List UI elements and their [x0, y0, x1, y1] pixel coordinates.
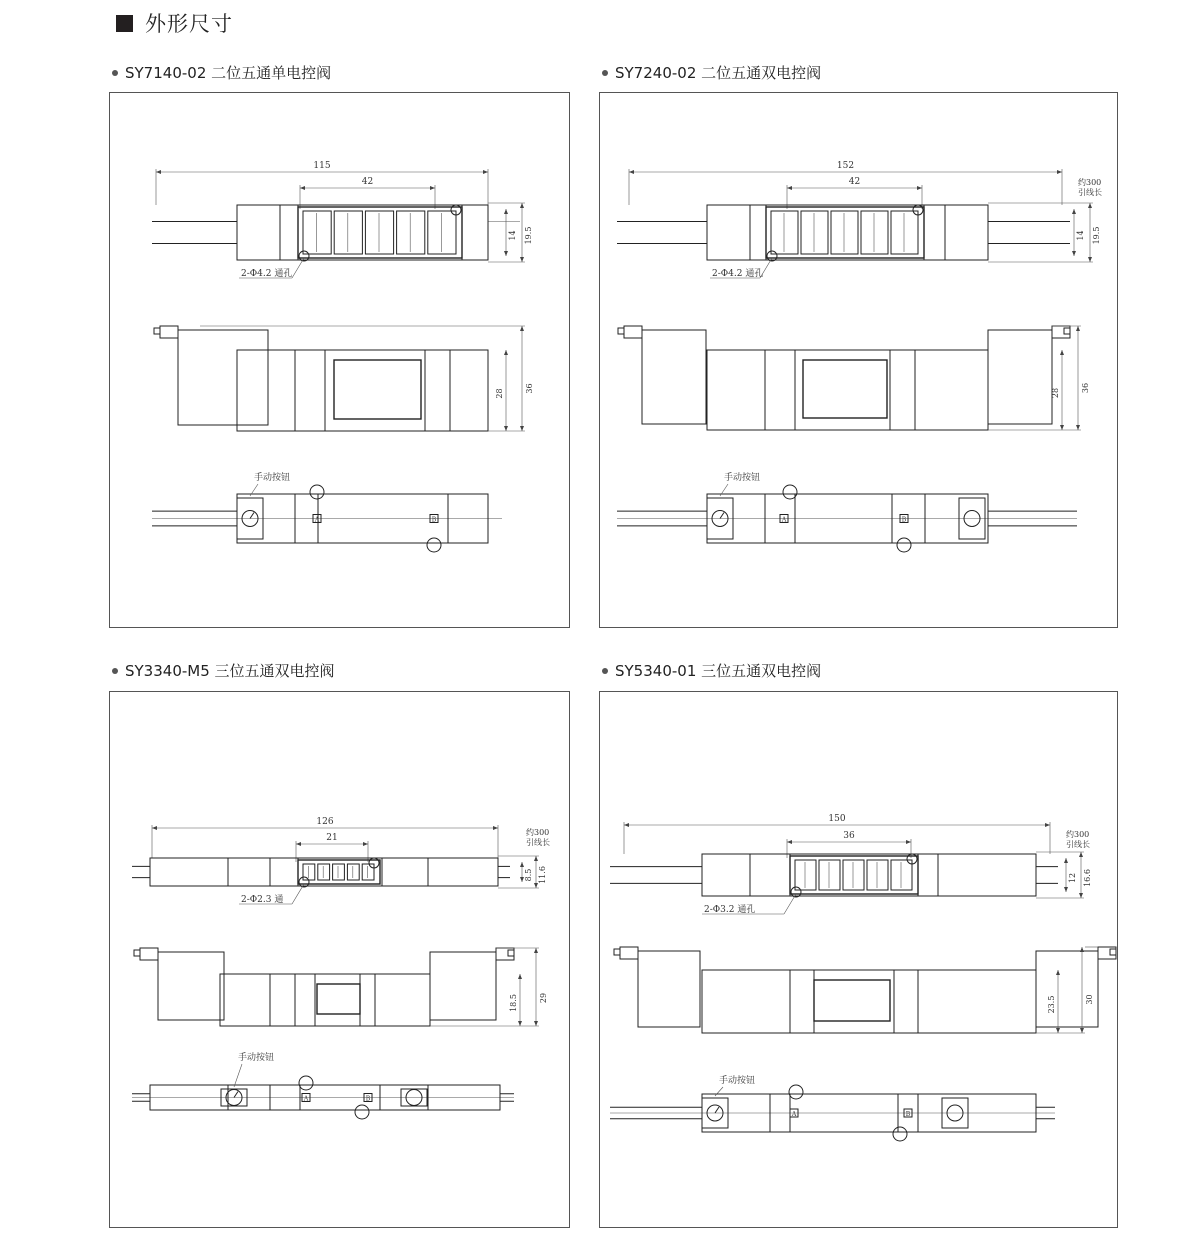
valve-title-4: SY5340-01 三位五通双电控阀 — [602, 660, 821, 681]
section-title: 外形尺寸 — [145, 12, 233, 36]
port-chamber — [303, 864, 315, 880]
button-slot — [720, 513, 724, 519]
connector-pin — [1064, 328, 1070, 334]
dimension-arrow — [520, 426, 524, 431]
height-dim-label: 19.5 — [524, 226, 533, 245]
pitch-label: 36 — [843, 831, 855, 841]
mounting-hole — [893, 1127, 907, 1141]
bullet-icon — [112, 668, 118, 674]
mounting-hole — [299, 1076, 313, 1090]
leader-line — [292, 884, 304, 904]
port-chamber — [861, 211, 888, 254]
dimension-arrow — [504, 209, 508, 214]
drawing-panel-sy3340 — [109, 691, 570, 1228]
dimension-arrow — [518, 1021, 522, 1026]
mounting-hole — [355, 1105, 369, 1119]
pitch-label: 42 — [361, 177, 374, 187]
connector-cap — [620, 947, 638, 959]
height-dim-label: 14 — [508, 230, 517, 241]
dimension-arrow — [1088, 203, 1092, 208]
valve-drawing — [110, 93, 569, 627]
solenoid-coil — [178, 330, 268, 425]
valve-body-side — [220, 974, 430, 1026]
dimension-arrow — [300, 186, 305, 190]
dimension-arrow — [1072, 209, 1076, 214]
solenoid-coil — [158, 952, 224, 1020]
connector-pin — [1110, 949, 1116, 955]
dimension-arrow — [787, 840, 792, 844]
dimension-arrow — [1080, 1028, 1084, 1033]
height-dim-label: 19.5 — [1092, 226, 1101, 245]
port-block — [766, 207, 924, 258]
side-height-label: 36 — [525, 383, 534, 394]
port-chamber — [795, 860, 816, 890]
port-chamber — [867, 860, 888, 890]
button-slot — [250, 513, 254, 519]
dimension-arrow — [534, 948, 538, 953]
mounting-hole — [789, 1085, 803, 1099]
height-dim-label: 11.6 — [538, 866, 547, 884]
port-chamber — [831, 211, 858, 254]
port-b-label: B — [905, 1111, 911, 1118]
port-b-label: B — [431, 516, 437, 524]
hole-callout-label: 2-Φ3.2 通孔 — [704, 905, 756, 915]
port-block — [790, 856, 918, 894]
solenoid-coil — [430, 952, 496, 1020]
dimension-arrow — [1088, 257, 1092, 262]
port-chamber — [333, 864, 345, 880]
connector-cap — [624, 326, 642, 338]
side-height-label: 36 — [1081, 382, 1090, 394]
drawing-panel-sy5340 — [599, 691, 1118, 1228]
hole-callout-label: 2-Φ4.2 通孔 — [241, 269, 293, 279]
dimension-arrow — [624, 823, 629, 827]
dimension-arrow — [1056, 970, 1060, 975]
dimension-arrow — [629, 170, 634, 174]
port-chamber — [843, 860, 864, 890]
port-chamber — [428, 211, 456, 254]
nameplate-window — [814, 980, 890, 1021]
port-chamber — [303, 211, 331, 254]
dimension-arrow — [504, 426, 508, 431]
height-dim-label: 16.6 — [1083, 869, 1092, 887]
connector-pin — [134, 950, 140, 956]
dimension-arrow — [1076, 425, 1080, 430]
bullet-icon — [602, 70, 608, 76]
mounting-hole — [310, 485, 324, 499]
mounting-hole — [427, 538, 441, 552]
nameplate-window — [803, 360, 887, 418]
port-chamber — [801, 211, 828, 254]
side-height-label: 23.5 — [1047, 995, 1056, 1014]
dimension-arrow — [917, 186, 922, 190]
dimension-arrow — [520, 862, 524, 867]
mounting-hole — [897, 538, 911, 552]
manual-button-label: 手动按钮 — [719, 1076, 756, 1086]
dimension-arrow — [156, 170, 161, 174]
header-square-icon — [116, 15, 133, 32]
height-dim-label: 14 — [1076, 230, 1085, 241]
valve-body-top — [150, 858, 498, 886]
port-b-label: B — [901, 516, 907, 524]
side-height-label: 30 — [1085, 994, 1094, 1005]
pitch-label: 42 — [848, 177, 861, 187]
hole-callout-label: 2-Φ4.2 通孔 — [712, 269, 764, 279]
dimension-arrow — [1057, 170, 1062, 174]
dimension-arrow — [1080, 947, 1084, 952]
port-a-label: A — [314, 516, 320, 524]
side-height-label: 28 — [1051, 387, 1060, 399]
port-chamber — [771, 211, 798, 254]
solenoid-coil — [988, 330, 1052, 424]
connector-pin — [508, 950, 514, 956]
port-chamber — [891, 211, 918, 254]
port-chamber — [347, 864, 359, 880]
height-dim-label: 8.5 — [524, 868, 533, 882]
dimension-arrow — [152, 826, 157, 830]
dimension-arrow — [520, 257, 524, 262]
mounting-hole — [783, 485, 797, 499]
port-chamber — [819, 860, 840, 890]
leader-line — [784, 894, 796, 914]
dimension-arrow — [1064, 887, 1068, 892]
wire-length-label-2: 引线长 — [1078, 188, 1102, 197]
bullet-icon — [112, 70, 118, 76]
wire-length-label-2: 引线长 — [526, 838, 550, 847]
drawing-panel-sy7140 — [109, 92, 570, 628]
port-chamber — [397, 211, 425, 254]
wire-length-label-2: 引线长 — [1066, 840, 1090, 849]
pitch-label: 21 — [326, 833, 338, 843]
dimension-arrow — [534, 1021, 538, 1026]
port-chamber — [362, 864, 374, 880]
dimension-arrow — [504, 251, 508, 256]
dimension-arrow — [1045, 823, 1050, 827]
dimension-arrow — [430, 186, 435, 190]
solenoid-coil — [638, 951, 700, 1027]
port-a-label: A — [303, 1095, 309, 1103]
dimension-arrow — [493, 826, 498, 830]
dimension-arrow — [1079, 893, 1083, 898]
connector-pin — [618, 328, 624, 334]
wire-length-label: 约300 — [1078, 178, 1102, 187]
valve-drawing — [110, 692, 569, 1227]
dimension-arrow — [534, 856, 538, 861]
manual-button-label: 手动按钮 — [238, 1053, 275, 1063]
side-height-label: 18.5 — [509, 994, 518, 1012]
dimension-arrow — [1079, 852, 1083, 857]
connector-pin — [614, 949, 620, 955]
dimension-arrow — [363, 842, 368, 846]
dimension-arrow — [483, 170, 488, 174]
valve-title-1: SY7140-02 二位五通单电控阀 — [112, 62, 331, 83]
overall-length-label: 152 — [836, 161, 855, 171]
dimension-arrow — [504, 350, 508, 355]
dimension-arrow — [518, 974, 522, 979]
connector-cap — [140, 948, 158, 960]
section-header — [116, 10, 233, 36]
port-a-label: A — [781, 516, 787, 524]
solenoid-coil — [1036, 951, 1098, 1027]
leader-line — [292, 258, 304, 278]
button-slot — [715, 1107, 719, 1113]
hole-callout-label: 2-Φ2.3 通 — [241, 895, 284, 905]
wire-length-label: 约300 — [1066, 830, 1090, 839]
dimension-arrow — [520, 326, 524, 331]
manual-button-label: 手动按钮 — [254, 473, 291, 483]
dimension-arrow — [1060, 425, 1064, 430]
leader-line — [715, 1087, 723, 1096]
dimension-arrow — [1064, 858, 1068, 863]
manual-button-label: 手动按钮 — [724, 473, 761, 483]
dimension-arrow — [1072, 251, 1076, 256]
overall-length-label: 150 — [828, 814, 846, 824]
dimension-arrow — [296, 842, 301, 846]
button-slot — [234, 1092, 238, 1098]
height-dim-label: 12 — [1068, 872, 1077, 884]
dimension-arrow — [520, 203, 524, 208]
dimension-arrow — [1056, 1028, 1060, 1033]
side-height-label: 29 — [539, 992, 548, 1004]
connector-pin — [154, 328, 160, 334]
valve-drawing — [600, 692, 1117, 1227]
port-block — [298, 207, 462, 258]
dimension-arrow — [906, 840, 911, 844]
dimension-arrow — [1076, 326, 1080, 331]
wire-length-label: 约300 — [526, 828, 550, 837]
valve-body-top — [707, 205, 988, 260]
bullet-icon — [602, 668, 608, 674]
dimension-arrow — [787, 186, 792, 190]
drawing-panel-sy7240 — [599, 92, 1118, 628]
overall-length-label: 126 — [316, 817, 334, 827]
port-chamber — [334, 211, 362, 254]
side-height-label: 28 — [495, 388, 504, 399]
valve-drawing — [600, 93, 1117, 627]
port-chamber — [318, 864, 330, 880]
overall-length-label: 115 — [313, 161, 331, 171]
dimension-arrow — [1060, 350, 1064, 355]
solenoid-coil — [642, 330, 706, 424]
nameplate-window — [317, 984, 360, 1014]
port-a-label: A — [791, 1111, 797, 1118]
valve-title-3: SY3340-M5 三位五通双电控阀 — [112, 660, 335, 681]
valve-title-2: SY7240-02 二位五通双电控阀 — [602, 62, 821, 83]
nameplate-window — [334, 360, 421, 419]
connector-cap — [160, 326, 178, 338]
port-b-label: B — [365, 1095, 371, 1103]
leader-line — [234, 1064, 242, 1087]
port-chamber — [365, 211, 393, 254]
port-chamber — [891, 860, 912, 890]
